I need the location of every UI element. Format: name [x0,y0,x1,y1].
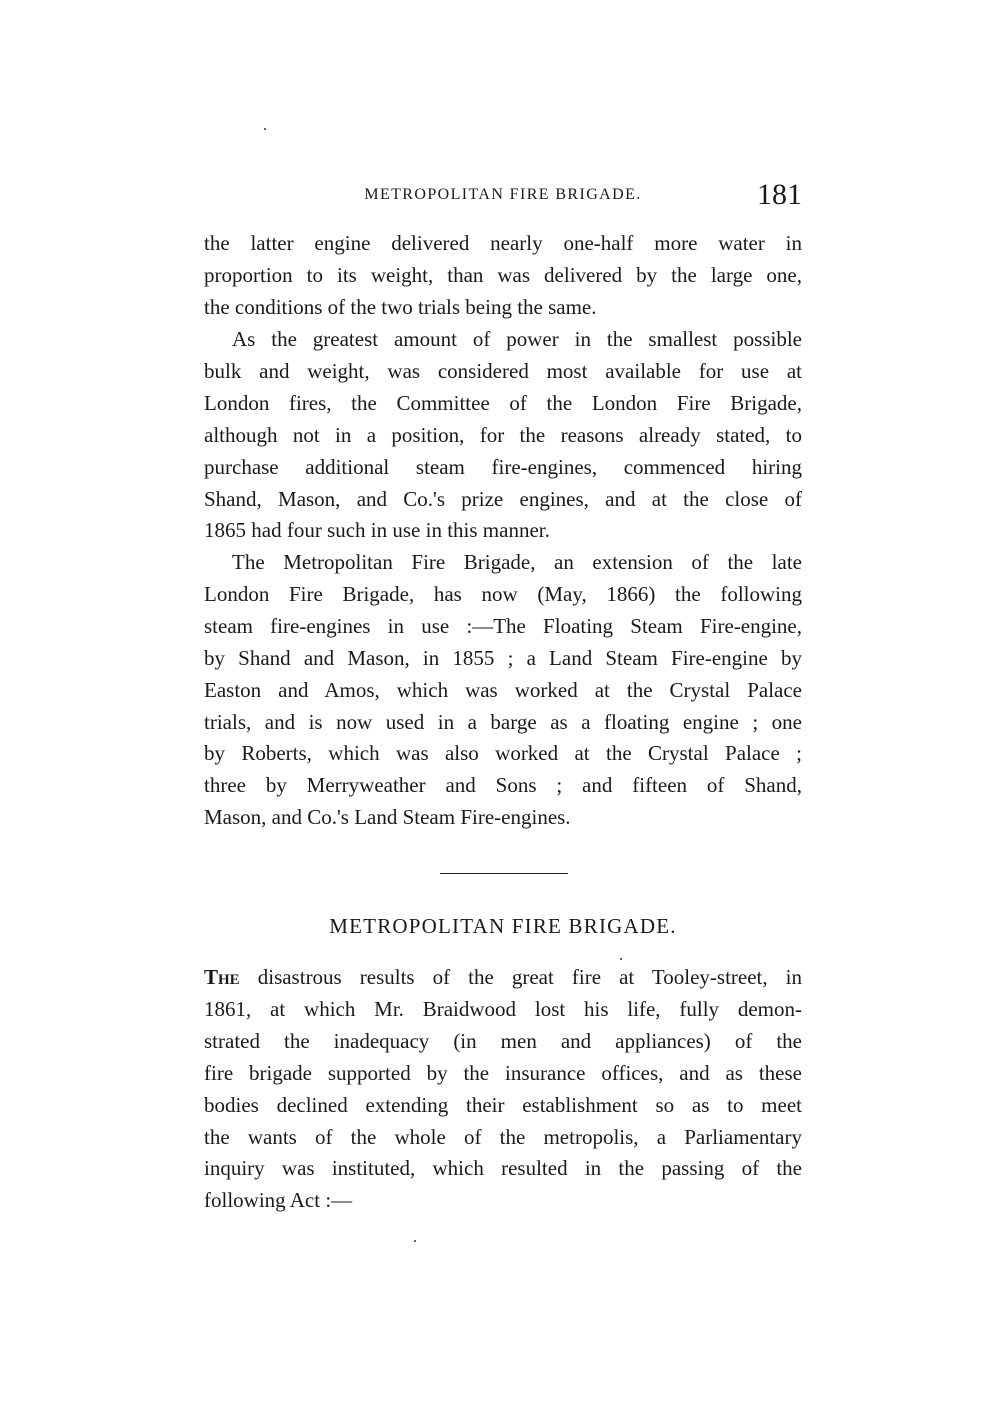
running-head [204,180,802,214]
text-line [204,962,802,994]
text-line: bodies declined extending their establishment so as to meet [204,1092,802,1117]
scan-speck [620,958,622,960]
text-line: the latter engine delivered nearly one-half more water in [204,231,802,255]
running-title: METROPOLITAN FIRE BRIGADE. [364,186,642,203]
text-line-rest: disastrous results of the great fire at Tooley-street, in [239,965,802,989]
text-line: following Act :— [204,1188,353,1213]
text-line: three by Merryweather and Sons ; and fifteen of Shand, [204,773,802,798]
text-line: London Fire Brigade, has now (May, 1866) the following [204,581,802,606]
text-line: although not in a position, for the reasons already stated, to [204,422,802,447]
text-line: the conditions of the two trials being the same. [204,294,597,319]
text-line: London fires, the Committee of the London Fire Brigade, [204,390,802,415]
text-line: 1865 had four such in use in this manner. [204,518,550,543]
drop-word: The [204,965,240,989]
text-line: Mason, and Co.'s Land Steam Fire-engines. [204,805,571,830]
text-line: the wants of the whole of the metropolis, a Parliamentary [204,1124,802,1149]
text-line: proportion to its weight, than was delivered by the large one, [204,262,802,287]
text-line: bulk and weight, was considered most available for use at [204,358,802,383]
paragraph-1 [204,228,802,324]
section-heading: METROPOLITAN FIRE BRIGADE. [329,914,677,938]
text-line: by Shand and Mason, in 1855 ; a Land Steam Fire-engine by [204,645,802,670]
page-number: 181 [757,178,802,211]
text-line: by Roberts, which was also worked at the Crystal Palace ; [204,741,802,766]
scan-speck [264,128,266,130]
text-line: steam fire-engines in use :—The Floating Steam Fire-engine, [204,613,802,638]
section-divider [440,873,568,874]
text-line: As the greatest amount of power in the smallest possible [232,327,802,351]
text-line: The Metropolitan Fire Brigade, an extension of the late [232,550,802,574]
text-line: Shand, Mason, and Co.'s prize engines, and at the close of [204,486,802,511]
text-line: trials, and is now used in a barge as a floating engine ; one [204,709,802,734]
text-line: strated the inadequacy (in men and appliances) of the [204,1028,802,1053]
text-line: fire brigade supported by the insurance offices, and as these [204,1060,802,1085]
paragraph-3 [204,547,802,834]
section-paragraph [204,962,802,1217]
text-line: inquiry was instituted, which resulted in the passing of the [204,1156,802,1181]
text-line: 1861, at which Mr. Braidwood lost his life, fully demon- [204,996,802,1021]
text-line: purchase additional steam fire-engines, commenced hiring [204,454,802,479]
paragraph-2 [204,324,802,547]
text-line: Easton and Amos, which was worked at the Crystal Palace [204,677,802,702]
scan-speck [414,1240,416,1242]
